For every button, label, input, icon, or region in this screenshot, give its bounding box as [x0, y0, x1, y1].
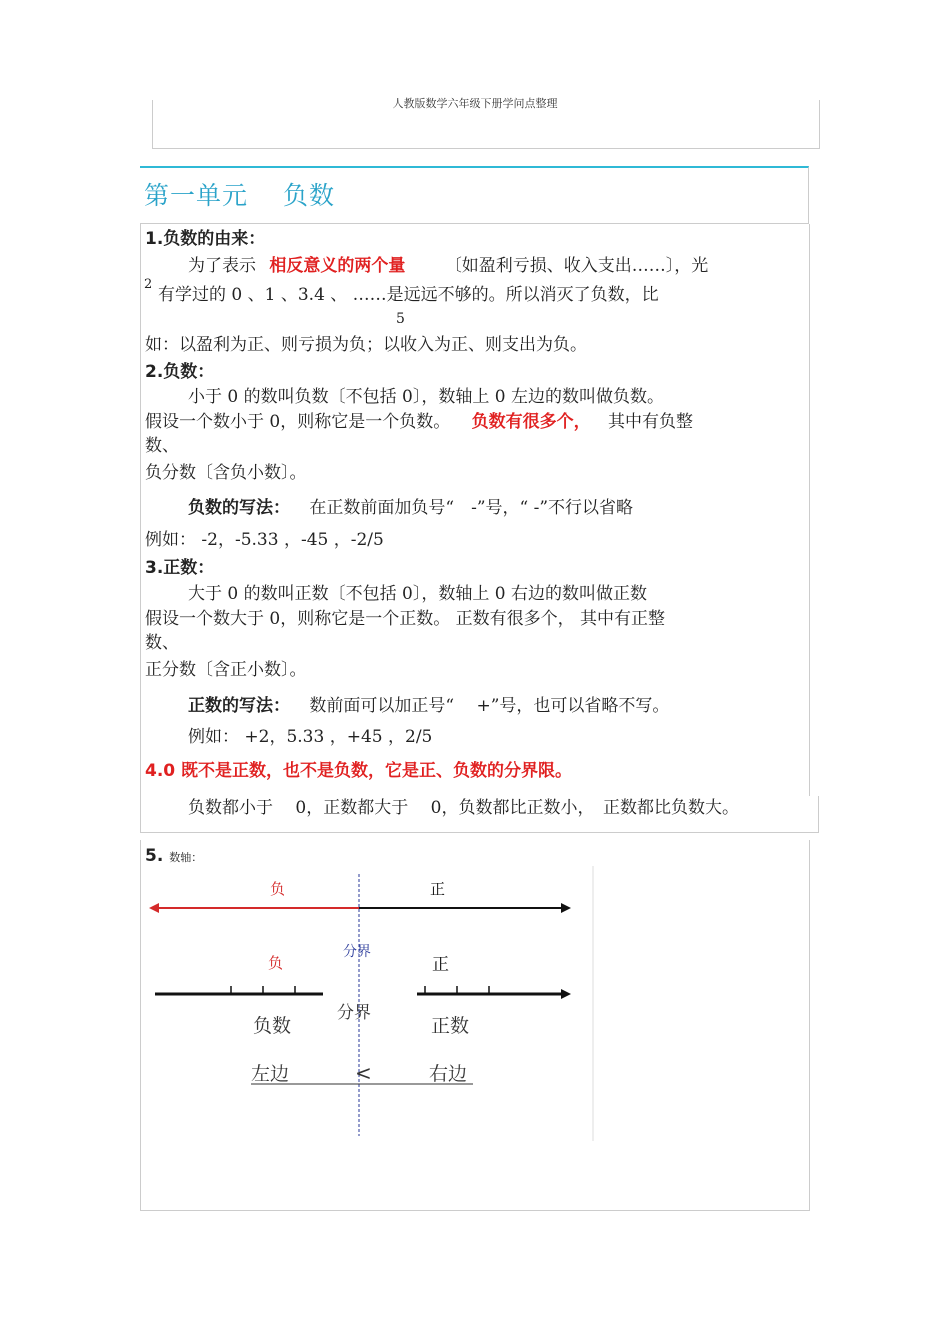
s1-l1c: 〔如盈利亏损、收入支出……〕，光: [444, 256, 709, 276]
positive-writing-rule: [188, 695, 669, 717]
s2-highlight: 负数有很多个，: [471, 412, 591, 432]
top-negative-label: 负: [270, 880, 286, 898]
s5-sub: 数轴：: [169, 851, 203, 864]
s5-number: 5.: [145, 846, 164, 866]
s1-l1a: 为了表示: [188, 256, 256, 276]
pos-writing-label: 正数的写法：: [188, 696, 290, 716]
section-3-heading: 3.正数：: [145, 558, 215, 578]
page-header-title: 人教版数学六年级下册学问点整理: [392, 97, 558, 110]
s2-l2a: 假设一个数小于 0，则称它是一个负数。: [145, 412, 451, 432]
positive-number-label: 正数: [431, 1015, 470, 1037]
section-1-line-3: 如：以盈利为正、则亏损为负；以收入为正、则支出为负。: [145, 335, 587, 355]
boundary-label-mid: 分界: [337, 1003, 371, 1023]
section-1-line-1: [188, 255, 708, 277]
section-3-line-2: 假设一个数大于 0，则称它是一个正数。 正数有很多个， 其中有正整: [145, 609, 666, 629]
top-positive-label: 正: [430, 880, 446, 898]
neg-writing-label: 负数的写法：: [188, 498, 290, 518]
negative-writing-rule: [188, 497, 633, 519]
s1-highlight: 相反意义的两个量: [269, 256, 406, 276]
s1-num-2: 2: [144, 277, 153, 292]
section-3-line-1: 大于 0 的数叫正数〔不包括 0〕，数轴上 0 右边的数叫做正数: [188, 584, 647, 604]
section-3-line-3: 数、: [145, 633, 179, 653]
positive-examples: 例如： +2，5.33 ，+45 ，2/5: [188, 727, 433, 747]
neg-writing-text: 在正数前面加负号“ -”号，“ -”不行以省略: [309, 498, 634, 518]
right-side-label: 右边: [429, 1063, 468, 1085]
mid-negative-label: 负: [268, 954, 284, 972]
number-line-diagram: [143, 866, 594, 1141]
negative-examples: 例如： -2，-5.33 ，-45 ，-2/5: [145, 530, 384, 550]
section-1-line-2: 有学过的 0 、1 、3.4 、 ……是远远不够的。所以消灭了负数，比: [158, 285, 659, 305]
section-1-heading: 1.负数的由来：: [145, 229, 266, 249]
unit-title: 第一单元 负数: [144, 181, 335, 210]
boundary-label-top: 分界: [343, 944, 371, 960]
pos-writing-text: 数前面可以加正号“ +”号，也可以省略不写。: [309, 696, 670, 716]
section-2-line-1: 小于 0 的数叫负数〔不包括 0〕，数轴上 0 左边的数叫做负数。: [188, 387, 664, 407]
section-3-line-4: 正分数〔含正小数〕。: [145, 660, 307, 680]
mid-positive-label: 正: [432, 955, 449, 975]
section-2-line-4: 负分数〔含负小数〕。: [145, 463, 307, 483]
section-2-line-3: 数、: [145, 436, 179, 456]
section-2-heading: 2.负数：: [145, 362, 215, 382]
section-4-line-1: 负数都小于 0，正数都大于 0，负数都比正数小， 正数都比负数大。: [188, 798, 739, 818]
less-than-sign: <: [355, 1061, 372, 1085]
s2-l2c: 其中有负整: [608, 412, 694, 432]
s1-fraction-5: 5: [396, 311, 405, 327]
left-side-label: 左边: [251, 1063, 290, 1085]
section-4-heading: 4.0 既不是正数，也不是负数，它是正、负数的分界限。: [145, 761, 573, 781]
section-2-line-2: [145, 411, 693, 433]
negative-number-label: 负数: [253, 1015, 292, 1037]
